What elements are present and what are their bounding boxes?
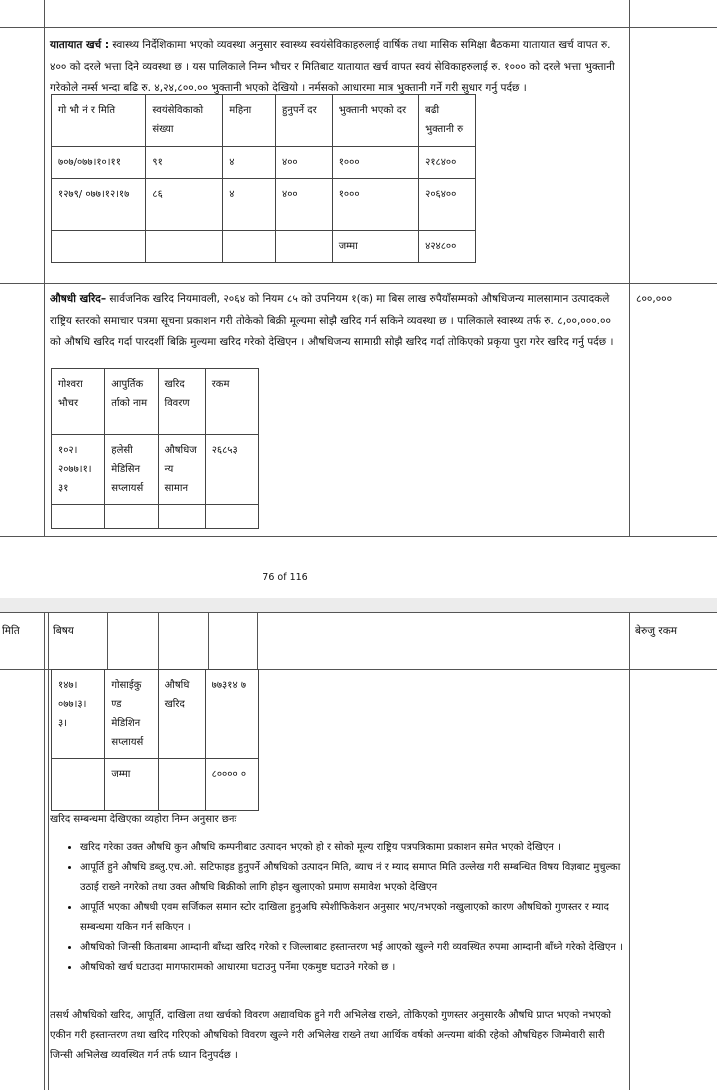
- page2-left-border: [44, 612, 45, 1090]
- table-row: [52, 505, 259, 529]
- table-cell: ८०००० ०: [205, 759, 258, 811]
- table-row: [52, 231, 476, 263]
- page-number: 76 of 116: [262, 572, 308, 583]
- medicine-paragraph: [50, 289, 624, 354]
- travel-table: [51, 94, 476, 263]
- travel-heading: यातायात खर्च :: [50, 39, 110, 51]
- medicine-text: सार्वजनिक खरिद नियमावली, २०६४ को नियम ८५ को उपनियम १(क) मा बिस लाख रुपैयाँसम्मको औषधिजन्य मालसामान उत्पादकले राष्ट्रिय स्तरको समाचार पत्रमा सूचना प्रकाशन गरी तोकेको बिक्री मूल्यमा सोझै खरिद गर्न सकिने व्यवस्था छ । पालिकाले स्वास्थ्य तर्फ रु. ८,००,०००.०० को औषधि खरिद गर्दा पारदर्शी बिक्रि मुल्यमा खरिद गरेको देखिएन । औषधिजन्य सामाग्री सोझै खरिद गर्दा तोकिएको प्रकृया पुरा गरेर खरिद गर्नु पर्दछ ।: [50, 293, 614, 348]
- table-cell: १०२। २०७७।१। ३१: [52, 435, 105, 505]
- page1-right-border: [629, 0, 630, 537]
- header-col-line: [158, 612, 159, 669]
- table-cell: २१८४००: [419, 147, 476, 179]
- list-item: • खरिद गरेका उक्त औषधि कुन औषधि कम्पनीबाट उत्पादन भएको हो र सोको मूल्य राष्ट्रिय पत्रपत्रिकामा प्रकाशन समेत भएको देखिएन ।: [80, 838, 640, 858]
- table-cell: ७७३१४ ७: [205, 670, 258, 759]
- table-cell: गोसाईकु ण्ड मेडिशिन सप्लायर्स: [105, 670, 158, 759]
- table-row: [52, 670, 259, 759]
- table-cell: [52, 231, 146, 263]
- table-cell: ४००: [276, 147, 333, 179]
- table-cell: [223, 231, 276, 263]
- table-header: हुनुपर्ने दर: [276, 95, 333, 147]
- table-header: भुक्तानी भएको दर: [332, 95, 418, 147]
- conclusion-paragraph: तसर्थ औषधिको खरिद, आपूर्ति, दाखिला तथा खर्चको विवरण अद्यावधिक हुने गरी अभिलेख राख्ने, तोकिएको गुणस्तर अनुसारकै औषधि प्राप्त भएको नभएको एकीन गरी हस्तान्तरण तथा खरिद गरिएको औषधिको विवरण खुल्ने गरी अभिलेख राख्ने तथा आर्थिक वर्षको अन्त्यमा बांकी रहेको औषधिहरु जिम्मेवारी सारी जिन्सी अभिलेख व्यवस्थित गर्न तर्फ ध्यान दिनुपर्दछ ।: [50, 1010, 611, 1061]
- table-row: [52, 435, 259, 505]
- table-cell: ४: [223, 179, 276, 231]
- table-cell: १२७९/ ०७७।१२।१७: [52, 179, 146, 231]
- table-cell: ४२४८००: [419, 231, 476, 263]
- page-gap: [0, 598, 717, 612]
- table-cell: औषधि खरिद: [158, 670, 205, 759]
- table-cell: [52, 759, 105, 811]
- list-item: • औषधिको खर्च घटाउदा मागफारामको आधारमा घटाउनु पर्नेमा एकमुष्ट घटाउने गरेको छ ।: [80, 958, 640, 978]
- travel-text: स्वास्थ्य निर्देशिकामा भएको व्यवस्था अनुसार स्वास्थ्य स्वयंसेविकाहरुलाई वार्षिक तथा मासिक समिक्षा बैठकमा यातायात खर्च वापत रु. ४०० को दरले भत्ता दिने व्यवस्था छ । यस पालिकाले निम्न भौचर र मितिबाट यातायात खर्च वापत स्वयं सेविकाहरुलाई रु. १००० को दरले भत्ता भुक्तानी गरेकोले नर्म्स भन्दा बढि रु. ४,२४,८००.०० भुक्तानी भएको देखियो । नर्मसको आधारमा मात्र भुक्तानी गर्ने गरी सुधार गर्नु पर्दछ ।: [50, 39, 615, 94]
- header-date: मिति: [2, 625, 20, 637]
- list-item: • आपूर्ति भएका औषधी एवम सर्जिकल समान स्टोर दाखिला हुनुअघि स्पेशीफिकेशन अनुसार भए/नभएको नखुलाएको कारण औषधिको गुणस्तर र म्याद सम्बन्धमा यकिन गर्न सकिएन ।: [80, 898, 640, 938]
- travel-paragraph: [50, 35, 624, 100]
- table-cell: हलेसी मेडिसिन सप्लायर्स: [105, 435, 158, 505]
- header-amount: बेरुजु रकम: [635, 625, 678, 637]
- table-cell: ८६: [146, 179, 223, 231]
- table-cell: [146, 231, 223, 263]
- table-cell: १०००: [332, 147, 418, 179]
- findings-list: [58, 838, 640, 978]
- page1-row-divider: [0, 283, 717, 284]
- table-cell: जम्मा: [105, 759, 158, 811]
- list-item: • आपूर्ति हुने औषधि डब्लु.एच.ओ. सटिफाइड हुनुपर्ने औषधिको उत्पादन मिति, ब्याच नं र म्याद समाप्त मिति उल्लेख गरी सम्बन्धित विषय विज्ञबाट मुचुल्का उठाई राख्ने नगरेको तथा उक्त औषधि बिक्रीको लागि होइन खुलाएको प्रमाण समावेश भएको देखिएन: [80, 858, 640, 898]
- table-cell: [158, 759, 205, 811]
- table-header: खरिद विवरण: [158, 369, 205, 435]
- table-cell: २०६४००: [419, 179, 476, 231]
- page1-row-divider: [0, 27, 717, 28]
- page2-left-border-inner: [48, 612, 49, 1090]
- medicine-heading: औषधी खरिद–: [50, 293, 107, 305]
- table-header: गोश्वरा भौचर: [52, 369, 105, 435]
- header-col-line: [208, 612, 209, 669]
- table-cell: [276, 231, 333, 263]
- table-row: [52, 147, 476, 179]
- table-cell: १४७। ०७७।३। ३।: [52, 670, 105, 759]
- medicine-amount: ८००,०००: [636, 293, 673, 305]
- table-header: स्वयंसेविकाको संख्या: [146, 95, 223, 147]
- table-header: आपुर्तिक र्ताको नाम: [105, 369, 158, 435]
- table-cell: औषधिज न्य सामान: [158, 435, 205, 505]
- medicine-table: [51, 368, 259, 529]
- page1-bottom-border: [0, 536, 717, 537]
- medicine-table-continued: [51, 669, 259, 811]
- table-header: महिना: [223, 95, 276, 147]
- table-header: गो भौ नं र मिति: [52, 95, 146, 147]
- header-subject: बिषय: [53, 625, 74, 637]
- table-cell: ९१: [146, 147, 223, 179]
- table-header: बढी भुक्तानी रु: [419, 95, 476, 147]
- table-row: [52, 759, 259, 811]
- table-header: रकम: [205, 369, 258, 435]
- table-cell: २६८५३: [205, 435, 258, 505]
- page1-left-border: [44, 0, 45, 537]
- table-cell: ४: [223, 147, 276, 179]
- list-item: • औषधिको जिन्सी किताबमा आम्दानी बाँध्दा खरिद गरेको र जिल्लाबाट हस्तान्तरण भई आएको खुल्ने गरी व्यवस्थित रुपमा आम्दानी बाँध्ने गरेको देखिएन ।: [80, 938, 640, 958]
- header-col-line: [257, 612, 258, 669]
- header-col-line: [107, 612, 108, 669]
- table-cell: ७०७/०७७।१०।११: [52, 147, 146, 179]
- table-row: [52, 179, 476, 231]
- table-cell: ४००: [276, 179, 333, 231]
- table-cell: जम्मा: [332, 231, 418, 263]
- findings-intro: खरिद सम्बन्धमा देखिएका व्यहोरा निम्न अनुसार छनः: [50, 814, 237, 825]
- table-cell: १०००: [332, 179, 418, 231]
